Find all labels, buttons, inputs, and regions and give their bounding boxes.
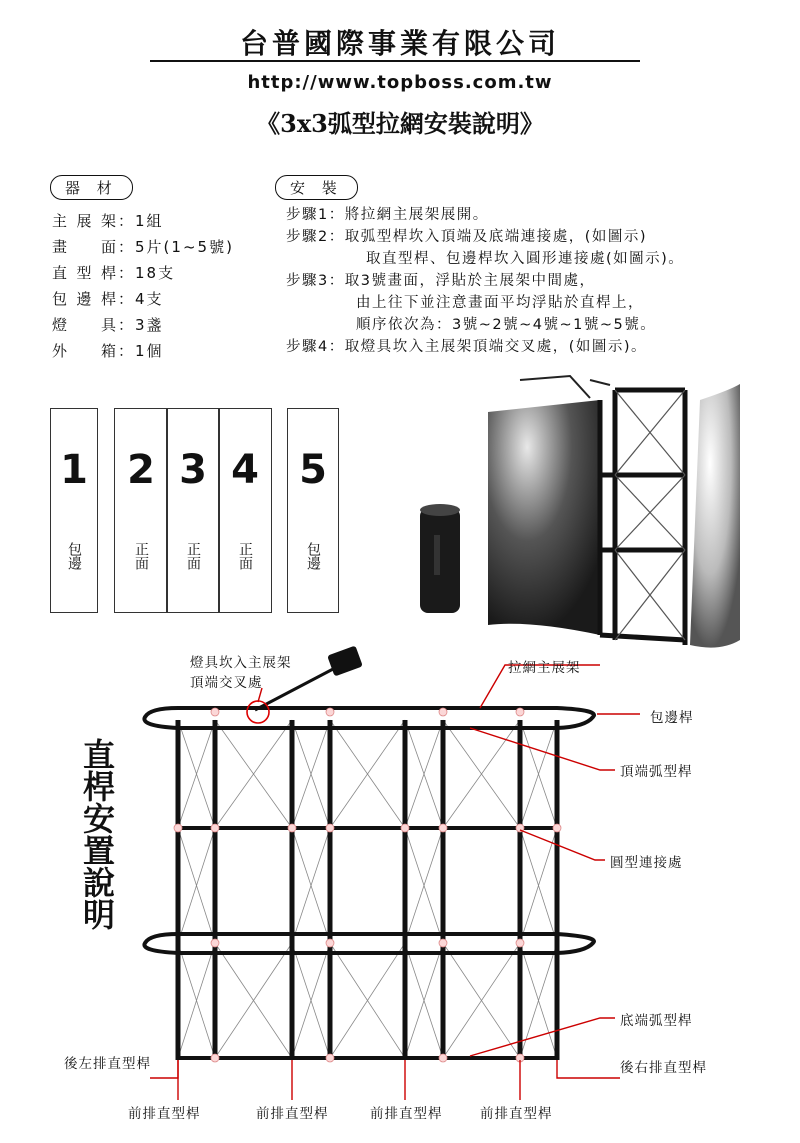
- equipment-heading: 器 材: [50, 175, 133, 200]
- install-step: 步驟1：將拉網主展架展開。: [286, 207, 489, 223]
- graphic-panel-shape: [690, 384, 740, 648]
- equipment-value: 1個: [135, 342, 164, 360]
- label-top-arc: 頂端弧型桿: [620, 764, 693, 780]
- document-title: 《3x3弧型拉網安裝說明》: [256, 109, 544, 138]
- label-light: 燈具坎入主展架: [190, 655, 292, 671]
- panel-side: 包邊: [305, 542, 321, 570]
- panel-side: 包邊: [66, 542, 82, 570]
- company-name: 台普國際事業有限公司: [239, 27, 560, 60]
- equipment-label: 外 箱: [52, 342, 118, 360]
- graphic-panel-2: [114, 408, 168, 613]
- equipment-value: 1組: [135, 212, 164, 230]
- graphic-panel-3: [166, 408, 220, 613]
- panel-side: 正面: [185, 542, 201, 570]
- label-edge-rod: 包邊桿: [650, 710, 694, 726]
- install-step: 步驟4：取燈具坎入主展架頂端交叉處，(如圖示)。: [286, 339, 648, 355]
- label-rear-left: 後左排直型桿: [64, 1056, 151, 1072]
- equipment-row: 直型桿：18支: [52, 260, 234, 286]
- label-frame: 拉網主展架: [508, 660, 581, 676]
- frame-shape: [600, 390, 685, 645]
- equipment-row: 外 箱：1個: [52, 338, 234, 364]
- install-heading: 安 裝: [275, 175, 358, 200]
- equipment-row: 畫 面：5片(1~5號): [52, 234, 234, 260]
- graphic-panel-4: [218, 408, 272, 613]
- install-step: 順序依次為：3號~2號~4號~1號~5號。: [356, 317, 657, 333]
- equipment-value: 4支: [135, 290, 164, 308]
- graphic-panel-shape: [488, 400, 600, 635]
- panel-number: 1: [60, 447, 88, 493]
- panel-number: 2: [127, 447, 155, 493]
- equipment-row: 燈 具：3盞: [52, 312, 234, 338]
- header-divider: [150, 60, 640, 62]
- label-round-joint: 圓型連接處: [610, 855, 683, 871]
- equipment-value: 3盞: [135, 316, 164, 334]
- equipment-list: [52, 208, 234, 364]
- panel-side: 正面: [237, 542, 253, 570]
- equipment-row: 主展架：1組: [52, 208, 234, 234]
- install-step: 取直型桿、包邊桿坎入圓形連接處(如圖示)。: [366, 251, 685, 267]
- panel-side: 正面: [133, 542, 149, 570]
- panel-number: 3: [179, 447, 207, 493]
- label-front-rod-1: 前排直型桿: [128, 1106, 201, 1122]
- panel-number: 4: [231, 447, 259, 493]
- equipment-label: 燈 具: [52, 316, 118, 334]
- install-step: 步驟2：取弧型桿坎入頂端及底端連接處，(如圖示): [286, 229, 648, 245]
- equipment-label: 畫 面: [52, 238, 118, 256]
- equipment-label: 直型桿: [52, 264, 118, 282]
- label-front-rod-2: 前排直型桿: [256, 1106, 329, 1122]
- panel-number: 5: [299, 447, 327, 493]
- equipment-value: 18支: [135, 264, 176, 282]
- label-front-rod-4: 前排直型桿: [480, 1106, 553, 1122]
- label-front-rod-3: 前排直型桿: [370, 1106, 443, 1122]
- label-light-2: 頂端交叉處: [190, 675, 263, 691]
- label-bottom-arc: 底端弧型桿: [620, 1013, 693, 1029]
- graphic-panel-1: [50, 408, 98, 613]
- arc-rods: [144, 708, 594, 1058]
- vertical-title: 直桿安置說明: [78, 738, 116, 930]
- equipment-label: 主展架: [52, 212, 118, 230]
- label-rear-right: 後右排直型桿: [620, 1060, 707, 1076]
- equipment-row: 包邊桿：4支: [52, 286, 234, 312]
- equipment-value: 5片(1~5號): [135, 238, 234, 256]
- install-step: 由上往下並注意畫面平均浮貼於直桿上，: [356, 295, 644, 311]
- graphic-panel-5: [287, 408, 339, 613]
- straight-rods: [178, 720, 557, 1060]
- website-url: http://www.topboss.com.tw: [247, 72, 553, 93]
- equipment-label: 包邊桿: [52, 290, 118, 308]
- install-step: 步驟3：取3號畫面，浮貼於主展架中間處，: [286, 273, 596, 289]
- display-photo: [410, 370, 750, 660]
